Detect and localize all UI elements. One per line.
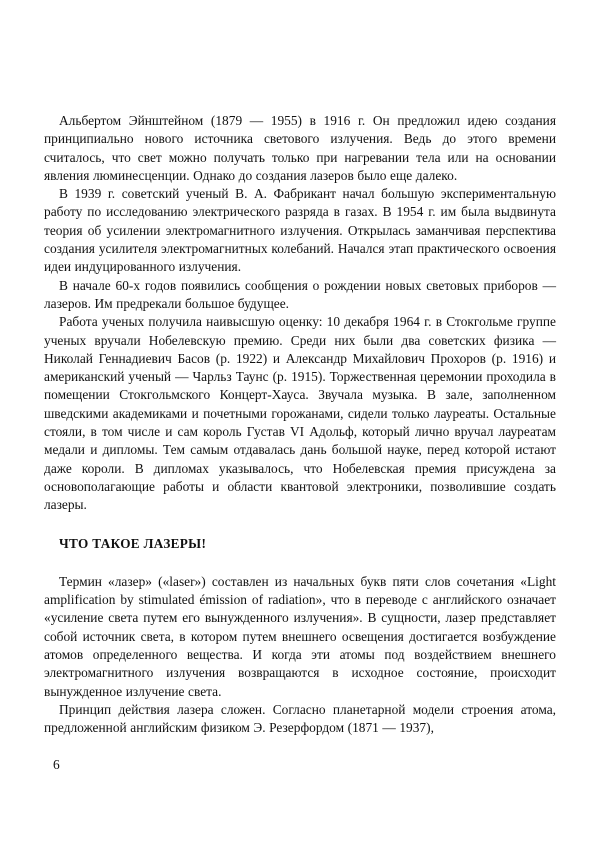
paragraph: Альбертом Эйнштейном (1879 — 1955) в 1916 г. Он предложил идею создания принципиально нового источника светового излучения. Ведь до этого времени считалось, что свет можно получать только при нагревании тела или на основании явления люминесценции. Однако до создания лазеров было еще далеко.	[44, 113, 556, 183]
text-column	[44, 112, 556, 738]
heading-spacer-above	[44, 515, 556, 535]
paragraph: Работа ученых получила наивысшую оценку: 10 декабря 1964 г. в Стокгольме группе ученых вручали Нобелевскую премию. Среди них были два советских физика — Николай Геннадиевич Басов (р. 1922) и Александр Михайлович Прохоров (р. 1916) и американский ученый — Чарльз Таунс (р. 1915). Торжественная церемонии проходила в помещении Стокгольмского Концерт-Хауса. Звучала музыка. В зале, заполненном шведскими академиками и почетными горожанами, сидели только лауреаты. Остальные стояли, в том числе и сам король Густав VI Адольф, который лично вручал лауреатам медали и дипломы. Тем самым отдавалась дань большой науке, перед которой истают даже короли. В дипломах указывалось, что Нобелевская премия присуждена за основополагающие работы и области квантовой электроники, позволившие создать лазеры.	[44, 314, 556, 513]
page-number: 6	[53, 757, 60, 772]
section-heading: ЧТО ТАКОЕ ЛАЗЕРЫ!	[59, 535, 207, 551]
paragraph: Термин «лазер» («laser») составлен из начальных букв пяти слов сочетания «Light amplification by stimulated émission of radiation», что в переводе с английского означает «усиление света путем его вынужденного излучения». В сущности, лазер представляет собой источник света, в котором путем внешнего освещения достигается возбуждение атомов определенного вещества. И когда эти атомы под воздействием внешнего электромагнитного излучения возвращаются в исходное состояние, происходит вынужденное излучение света.	[44, 573, 556, 699]
paragraph: В начале 60-х годов появились сообщения о рождении новых световых приборов — лазеров. Им предрекали большое будущее.	[44, 277, 556, 311]
paragraph: Принцип действия лазера сложен. Согласно планетарной модели строения атома, предложенной английским физиком Э. Резерфордом (1871 — 1937),	[44, 701, 556, 736]
heading-spacer-below	[44, 553, 556, 573]
paragraph: В 1939 г. советский ученый В. А. Фабрикант начал большую экспериментальную работу по исследованию электрического разряда в газах. В 1954 г. им была выдвинута теория об усилении электромагнитного излучения. Открылась заманчивая перспектива создания усилителя электромагнитных колебаний. Начался этап практического освоения идеи индуцированного излучения.	[44, 186, 556, 275]
